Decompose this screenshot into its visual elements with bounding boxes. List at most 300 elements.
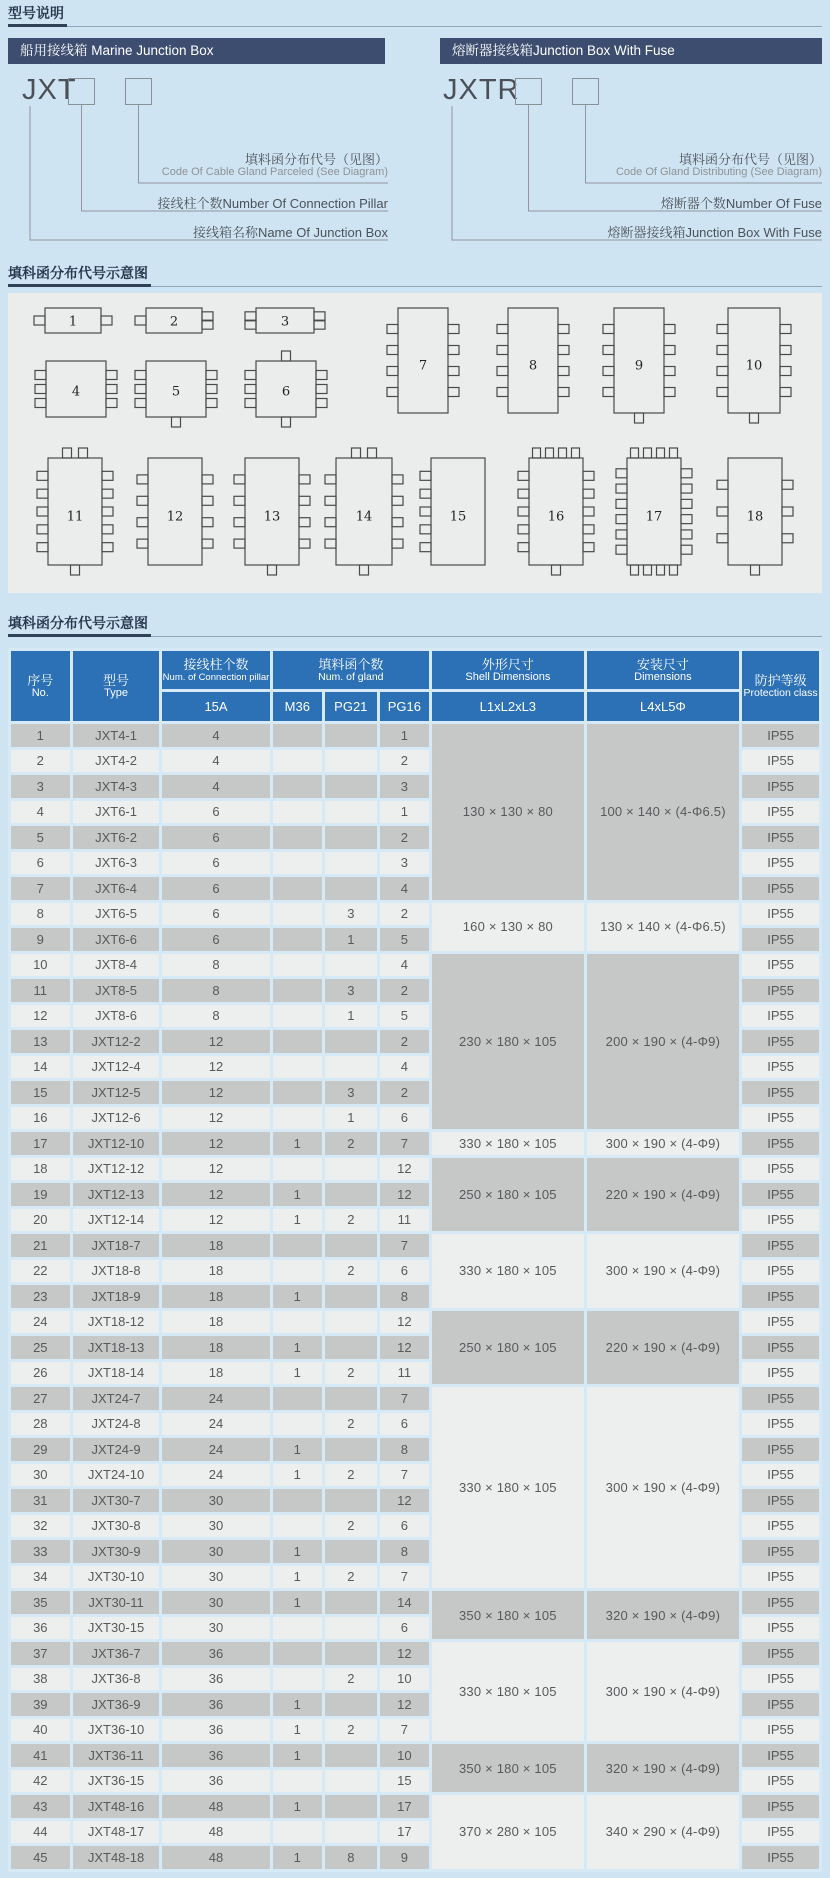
- type-cell: JXT6-3: [73, 852, 160, 875]
- gland-pg21-cell: [325, 775, 377, 798]
- mount-dimensions-cell: 300 × 190 × (4-Φ9): [587, 1642, 740, 1741]
- protection-class-cell: IP55: [742, 1209, 819, 1232]
- gland-pg16-cell: 11: [380, 1362, 430, 1385]
- model-code-jxt: JXT: [22, 74, 77, 106]
- type-cell: JXT12-10: [73, 1132, 160, 1155]
- gland-pg16-cell: 2: [380, 750, 430, 773]
- pillar-15a-cell: 30: [162, 1540, 269, 1563]
- no-cell: 40: [11, 1719, 70, 1742]
- gland-pg21-cell: 2: [325, 1719, 377, 1742]
- pillar-15a-cell: 30: [162, 1489, 269, 1512]
- protection-class-cell: IP55: [742, 852, 819, 875]
- mount-dimensions-cell: 200 × 190 × (4-Φ9): [587, 954, 740, 1130]
- no-cell: 43: [11, 1795, 70, 1818]
- mount-dimensions-cell: 340 × 290 × (4-Φ9): [587, 1795, 740, 1869]
- pillar-15a-cell: 12: [162, 1056, 269, 1079]
- shell-dimensions-cell: 130 × 130 × 80: [432, 724, 584, 900]
- jxt-pillar-label: 接线柱个数Number Of Connection Pillar: [157, 196, 388, 211]
- gland-layout-box-10: [717, 308, 791, 423]
- protection-class-cell: IP55: [742, 1030, 819, 1053]
- shell-dimensions-cell: 330 × 180 × 105: [432, 1642, 584, 1741]
- jxt-gland-code-label-zh: 填料函分布代号（见图）: [244, 152, 388, 167]
- pillar-15a-cell: 24: [162, 1438, 269, 1461]
- gland-pg21-cell: [325, 1438, 377, 1461]
- protection-class-cell: IP55: [742, 1795, 819, 1818]
- gland-m36-cell: 1: [273, 1540, 323, 1563]
- protection-class-cell: IP55: [742, 775, 819, 798]
- no-cell: 32: [11, 1515, 70, 1538]
- gland-pg16-cell: 6: [380, 1260, 430, 1283]
- gland-m36-cell: 1: [273, 1591, 323, 1614]
- type-cell: JXT12-13: [73, 1183, 160, 1206]
- gland-pg21-cell: [325, 852, 377, 875]
- section-title: 填科函分布代号示意图: [8, 614, 151, 637]
- marine-junction-box-banner: 船用接线箱 Marine Junction Box: [8, 38, 385, 64]
- no-cell: 19: [11, 1183, 70, 1206]
- no-cell: 31: [11, 1489, 70, 1512]
- table-row: [11, 1744, 819, 1767]
- gland-pg16-cell: 10: [380, 1744, 430, 1767]
- table-row: [11, 1234, 819, 1257]
- no-cell: 13: [11, 1030, 70, 1053]
- gland-m36-cell: [273, 1770, 323, 1793]
- pillar-15a-cell: 6: [162, 928, 269, 951]
- col-header-type: 型号 Type: [73, 651, 160, 721]
- pillar-15a-cell: 36: [162, 1719, 269, 1742]
- type-cell: JXT12-2: [73, 1030, 160, 1053]
- type-cell: JXT8-5: [73, 979, 160, 1002]
- gland-m36-cell: [273, 826, 323, 849]
- protection-class-cell: IP55: [742, 1591, 819, 1614]
- protection-class-cell: IP55: [742, 1005, 819, 1028]
- gland-layout-box-number: 2: [169, 314, 179, 330]
- protection-class-cell: IP55: [742, 1693, 819, 1716]
- type-cell: JXT48-18: [73, 1846, 160, 1869]
- table-row: [11, 724, 819, 747]
- gland-pg21-cell: [325, 1591, 377, 1614]
- pillar-15a-cell: 12: [162, 1183, 269, 1206]
- gland-layout-box-5: [135, 361, 217, 427]
- type-cell: JXT6-1: [73, 801, 160, 824]
- no-cell: 16: [11, 1107, 70, 1130]
- gland-pg16-cell: 2: [380, 826, 430, 849]
- protection-class-cell: IP55: [742, 801, 819, 824]
- gland-layout-box-number: 8: [528, 358, 538, 374]
- col-header-no: 序号 No.: [11, 651, 70, 721]
- gland-layout-box-number: 7: [418, 358, 428, 374]
- type-cell: JXT36-9: [73, 1693, 160, 1716]
- protection-class-cell: IP55: [742, 724, 819, 747]
- shell-dimensions-cell: 370 × 280 × 105: [432, 1795, 584, 1869]
- shell-dimensions-cell: 350 × 180 × 105: [432, 1744, 584, 1792]
- mount-dimensions-cell: 300 × 190 × (4-Φ9): [587, 1132, 740, 1155]
- type-cell: JXT36-11: [73, 1744, 160, 1767]
- type-cell: JXT24-8: [73, 1413, 160, 1436]
- gland-layout-box-9: [603, 308, 675, 423]
- gland-layout-box-number: 13: [263, 509, 281, 525]
- gland-pg16-cell: 11: [380, 1209, 430, 1232]
- no-cell: 28: [11, 1413, 70, 1436]
- gland-pg16-cell: 17: [380, 1795, 430, 1818]
- no-cell: 10: [11, 954, 70, 977]
- gland-layout-box-15: [420, 458, 485, 565]
- protection-class-cell: IP55: [742, 877, 819, 900]
- gland-pg21-cell: [325, 801, 377, 824]
- no-cell: 15: [11, 1081, 70, 1104]
- gland-m36-cell: 1: [273, 1566, 323, 1589]
- no-cell: 4: [11, 801, 70, 824]
- no-cell: 3: [11, 775, 70, 798]
- pillar-15a-cell: 24: [162, 1413, 269, 1436]
- type-cell: JXT18-7: [73, 1234, 160, 1257]
- gland-pg16-cell: 4: [380, 954, 430, 977]
- protection-class-cell: IP55: [742, 1464, 819, 1487]
- protection-class-cell: IP55: [742, 928, 819, 951]
- mount-dimensions-cell: 300 × 190 × (4-Φ9): [587, 1387, 740, 1588]
- gland-m36-cell: [273, 928, 323, 951]
- gland-m36-cell: [273, 1413, 323, 1436]
- protection-class-cell: IP55: [742, 1132, 819, 1155]
- gland-pg16-cell: 3: [380, 775, 430, 798]
- gland-pg16-cell: 6: [380, 1617, 430, 1640]
- gland-pg16-cell: 8: [380, 1438, 430, 1461]
- protection-class-cell: IP55: [742, 1668, 819, 1691]
- protection-class-cell: IP55: [742, 1489, 819, 1512]
- shell-dimensions-cell: 330 × 180 × 105: [432, 1234, 584, 1308]
- jxtr-fuse-count-label: 熔断器个数Number Of Fuse: [660, 196, 822, 211]
- gland-pg16-cell: 12: [380, 1183, 430, 1206]
- gland-m36-cell: [273, 1387, 323, 1410]
- gland-m36-cell: [273, 1668, 323, 1691]
- pillar-15a-cell: 18: [162, 1260, 269, 1283]
- gland-m36-cell: [273, 1311, 323, 1334]
- pillar-15a-cell: 48: [162, 1821, 269, 1844]
- no-cell: 26: [11, 1362, 70, 1385]
- protection-class-cell: IP55: [742, 1285, 819, 1308]
- gland-layout-box-11: [37, 448, 113, 575]
- gland-layout-box-4: [35, 361, 117, 417]
- gland-m36-cell: [273, 1489, 323, 1512]
- no-cell: 14: [11, 1056, 70, 1079]
- pillar-15a-cell: 4: [162, 750, 269, 773]
- gland-layout-box-number: 16: [547, 509, 565, 525]
- mount-dimensions-cell: 100 × 140 × (4-Φ6.5): [587, 724, 740, 900]
- gland-pg21-cell: [325, 826, 377, 849]
- protection-class-cell: IP55: [742, 826, 819, 849]
- gland-pg21-cell: 2: [325, 1260, 377, 1283]
- gland-pg16-cell: 6: [380, 1107, 430, 1130]
- subheader-15a: 15A: [162, 692, 269, 721]
- protection-class-cell: IP55: [742, 1617, 819, 1640]
- gland-pg21-cell: [325, 877, 377, 900]
- protection-class-cell: IP55: [742, 750, 819, 773]
- gland-pg21-cell: [325, 1744, 377, 1767]
- protection-class-cell: IP55: [742, 1515, 819, 1538]
- gland-layout-box-number: 15: [449, 509, 467, 525]
- no-cell: 29: [11, 1438, 70, 1461]
- type-cell: JXT18-13: [73, 1336, 160, 1359]
- type-cell: JXT24-10: [73, 1464, 160, 1487]
- gland-layout-box-number: 10: [745, 358, 763, 374]
- gland-pg16-cell: 7: [380, 1464, 430, 1487]
- no-cell: 12: [11, 1005, 70, 1028]
- type-cell: JXT30-15: [73, 1617, 160, 1640]
- gland-layout-box-number: 17: [645, 509, 663, 525]
- pillar-15a-cell: 36: [162, 1642, 269, 1665]
- gland-pg21-cell: [325, 1285, 377, 1308]
- col-header-mount: 安装尺寸 Dimensions: [587, 651, 740, 689]
- gland-pg21-cell: [325, 1795, 377, 1818]
- type-cell: JXT48-16: [73, 1795, 160, 1818]
- shell-dimensions-cell: 160 × 130 × 80: [432, 903, 584, 951]
- gland-pg21-cell: 2: [325, 1668, 377, 1691]
- gland-layout-box-14: [325, 448, 403, 575]
- gland-pg16-cell: 15: [380, 1770, 430, 1793]
- gland-pg21-cell: [325, 1030, 377, 1053]
- table-row: [11, 1591, 819, 1614]
- protection-class-cell: IP55: [742, 954, 819, 977]
- gland-pg16-cell: 12: [380, 1642, 430, 1665]
- gland-pg21-cell: [325, 1183, 377, 1206]
- gland-layout-box-12: [137, 458, 213, 565]
- gland-m36-cell: 1: [273, 1719, 323, 1742]
- type-cell: JXT48-17: [73, 1821, 160, 1844]
- col-header-protection: 防护等级 Protection class: [742, 651, 819, 721]
- pillar-15a-cell: 36: [162, 1668, 269, 1691]
- type-cell: JXT24-9: [73, 1438, 160, 1461]
- pillar-15a-cell: 12: [162, 1107, 269, 1130]
- gland-pg16-cell: 4: [380, 877, 430, 900]
- no-cell: 27: [11, 1387, 70, 1410]
- protection-class-cell: IP55: [742, 1770, 819, 1793]
- gland-pg16-cell: 12: [380, 1158, 430, 1181]
- gland-layout-box-number: 11: [66, 509, 84, 525]
- type-cell: JXT4-1: [73, 724, 160, 747]
- pillar-15a-cell: 12: [162, 1081, 269, 1104]
- col-header-pillar: 接线柱个数 Num. of Connection pillar: [162, 651, 269, 689]
- type-cell: JXT24-7: [73, 1387, 160, 1410]
- gland-pg16-cell: 8: [380, 1540, 430, 1563]
- gland-pg21-cell: [325, 1617, 377, 1640]
- gland-pg21-cell: [325, 724, 377, 747]
- gland-m36-cell: [273, 1821, 323, 1844]
- gland-m36-cell: 1: [273, 1744, 323, 1767]
- type-cell: JXT8-4: [73, 954, 160, 977]
- protection-class-cell: IP55: [742, 1387, 819, 1410]
- protection-class-cell: IP55: [742, 1566, 819, 1589]
- gland-m36-cell: 1: [273, 1362, 323, 1385]
- gland-pg21-cell: 1: [325, 928, 377, 951]
- gland-m36-cell: [273, 1642, 323, 1665]
- protection-class-cell: IP55: [742, 1311, 819, 1334]
- protection-class-cell: IP55: [742, 1362, 819, 1385]
- subheader-pg21: PG21: [325, 692, 377, 721]
- subheader-m36: M36: [273, 692, 323, 721]
- gland-pg16-cell: 17: [380, 1821, 430, 1844]
- pillar-15a-cell: 24: [162, 1387, 269, 1410]
- pillar-15a-cell: 12: [162, 1158, 269, 1181]
- pillar-15a-cell: 18: [162, 1285, 269, 1308]
- no-cell: 1: [11, 724, 70, 747]
- gland-pg21-cell: 2: [325, 1362, 377, 1385]
- gland-pg16-cell: 12: [380, 1336, 430, 1359]
- gland-pg21-cell: [325, 1642, 377, 1665]
- no-cell: 2: [11, 750, 70, 773]
- gland-pg21-cell: [325, 1489, 377, 1512]
- gland-pg16-cell: 14: [380, 1591, 430, 1614]
- pillar-15a-cell: 36: [162, 1770, 269, 1793]
- pillar-15a-cell: 12: [162, 1209, 269, 1232]
- gland-layout-box-1: [34, 308, 112, 333]
- no-cell: 45: [11, 1846, 70, 1869]
- gland-pg16-cell: 1: [380, 801, 430, 824]
- gland-pg16-cell: 2: [380, 903, 430, 926]
- col-header-gland: 填料函个数 Num. of gland: [273, 651, 430, 689]
- pillar-15a-cell: 30: [162, 1515, 269, 1538]
- gland-m36-cell: [273, 750, 323, 773]
- gland-pg21-cell: [325, 1056, 377, 1079]
- spec-table: [8, 648, 822, 1872]
- gland-m36-cell: 1: [273, 1438, 323, 1461]
- no-cell: 30: [11, 1464, 70, 1487]
- gland-layout-box-2: [135, 308, 213, 333]
- gland-m36-cell: 1: [273, 1846, 323, 1869]
- type-cell: JXT6-4: [73, 877, 160, 900]
- gland-pg21-cell: 2: [325, 1209, 377, 1232]
- gland-pg16-cell: 2: [380, 1030, 430, 1053]
- protection-class-cell: IP55: [742, 903, 819, 926]
- table-row: [11, 903, 819, 926]
- type-cell: JXT4-2: [73, 750, 160, 773]
- gland-layout-box-16: [518, 448, 594, 575]
- protection-class-cell: IP55: [742, 979, 819, 1002]
- no-cell: 42: [11, 1770, 70, 1793]
- gland-pg21-cell: [325, 1336, 377, 1359]
- type-cell: JXT12-14: [73, 1209, 160, 1232]
- no-cell: 8: [11, 903, 70, 926]
- type-cell: JXT12-5: [73, 1081, 160, 1104]
- type-cell: JXT18-9: [73, 1285, 160, 1308]
- gland-m36-cell: [273, 877, 323, 900]
- protection-class-cell: IP55: [742, 1540, 819, 1563]
- type-cell: JXT12-4: [73, 1056, 160, 1079]
- gland-layout-box-3: [245, 308, 325, 333]
- pillar-15a-cell: 12: [162, 1132, 269, 1155]
- no-cell: 11: [11, 979, 70, 1002]
- jxtr-gland-code-label-zh: 填料函分布代号（见图）: [678, 152, 822, 167]
- gland-pg21-cell: 2: [325, 1413, 377, 1436]
- pillar-15a-cell: 6: [162, 877, 269, 900]
- section-spec-table: [8, 614, 822, 637]
- gland-pg16-cell: 7: [380, 1132, 430, 1155]
- gland-pg21-cell: 2: [325, 1132, 377, 1155]
- spec-table-wrap: [8, 648, 822, 1872]
- gland-m36-cell: [273, 1617, 323, 1640]
- no-cell: 7: [11, 877, 70, 900]
- pillar-15a-cell: 18: [162, 1362, 269, 1385]
- gland-pg16-cell: 1: [380, 724, 430, 747]
- pillar-15a-cell: 6: [162, 826, 269, 849]
- jxt-gland-code-label-en: Code Of Cable Gland Parceled (See Diagram): [161, 166, 388, 178]
- gland-pg16-cell: 8: [380, 1285, 430, 1308]
- protection-class-cell: IP55: [742, 1413, 819, 1436]
- gland-layout-box-number: 12: [166, 509, 184, 525]
- no-cell: 17: [11, 1132, 70, 1155]
- pillar-15a-cell: 48: [162, 1795, 269, 1818]
- gland-pg16-cell: 12: [380, 1311, 430, 1334]
- gland-m36-cell: 1: [273, 1285, 323, 1308]
- mount-dimensions-cell: 130 × 140 × (4-Φ6.5): [587, 903, 740, 951]
- gland-m36-cell: [273, 724, 323, 747]
- shell-dimensions-cell: 250 × 180 × 105: [432, 1158, 584, 1232]
- section-gland-diagram: [8, 264, 822, 287]
- gland-layout-box-number: 6: [281, 384, 291, 400]
- table-row: [11, 1132, 819, 1155]
- no-cell: 33: [11, 1540, 70, 1563]
- gland-pg16-cell: 4: [380, 1056, 430, 1079]
- gland-m36-cell: 1: [273, 1132, 323, 1155]
- pillar-15a-cell: 24: [162, 1464, 269, 1487]
- no-cell: 21: [11, 1234, 70, 1257]
- gland-pg21-cell: 2: [325, 1464, 377, 1487]
- gland-pg21-cell: [325, 750, 377, 773]
- no-cell: 6: [11, 852, 70, 875]
- gland-m36-cell: [273, 1234, 323, 1257]
- pillar-15a-cell: 8: [162, 1005, 269, 1028]
- pillar-15a-cell: 18: [162, 1311, 269, 1334]
- type-cell: JXT30-7: [73, 1489, 160, 1512]
- no-cell: 41: [11, 1744, 70, 1767]
- gland-pg16-cell: 6: [380, 1515, 430, 1538]
- gland-layout-box-number: 4: [71, 384, 81, 400]
- no-cell: 44: [11, 1821, 70, 1844]
- pillar-15a-cell: 36: [162, 1744, 269, 1767]
- gland-pg21-cell: 3: [325, 1081, 377, 1104]
- protection-class-cell: IP55: [742, 1081, 819, 1104]
- fuse-junction-box-banner: 熔断器接线箱Junction Box With Fuse: [440, 38, 822, 64]
- gland-pg21-cell: 1: [325, 1005, 377, 1028]
- table-row: [11, 1795, 819, 1818]
- table-row: [11, 1387, 819, 1410]
- shell-dimensions-cell: 230 × 180 × 105: [432, 954, 584, 1130]
- gland-m36-cell: 1: [273, 1336, 323, 1359]
- gland-m36-cell: [273, 1107, 323, 1130]
- gland-distribution-diagram-panel: [8, 293, 822, 593]
- gland-layout-box-18: [717, 458, 793, 575]
- gland-pg21-cell: [325, 1311, 377, 1334]
- type-cell: JXT12-12: [73, 1158, 160, 1181]
- type-cell: JXT6-6: [73, 928, 160, 951]
- gland-m36-cell: [273, 1515, 323, 1538]
- type-cell: JXT18-12: [73, 1311, 160, 1334]
- model-code-jxtr: JXTR: [443, 74, 520, 106]
- gland-m36-cell: [273, 903, 323, 926]
- gland-m36-cell: 1: [273, 1464, 323, 1487]
- pillar-15a-cell: 30: [162, 1566, 269, 1589]
- protection-class-cell: IP55: [742, 1846, 819, 1869]
- gland-layout-box-8: [497, 308, 569, 413]
- designation-connector-lines: [0, 0, 830, 260]
- no-cell: 24: [11, 1311, 70, 1334]
- type-cell: JXT36-10: [73, 1719, 160, 1742]
- protection-class-cell: IP55: [742, 1260, 819, 1283]
- gland-layout-box-6: [245, 351, 327, 427]
- protection-class-cell: IP55: [742, 1438, 819, 1461]
- gland-m36-cell: [273, 801, 323, 824]
- gland-m36-cell: [273, 1260, 323, 1283]
- no-cell: 9: [11, 928, 70, 951]
- jxtr-gland-code-label-en: Code Of Gland Distributing (See Diagram): [615, 166, 822, 178]
